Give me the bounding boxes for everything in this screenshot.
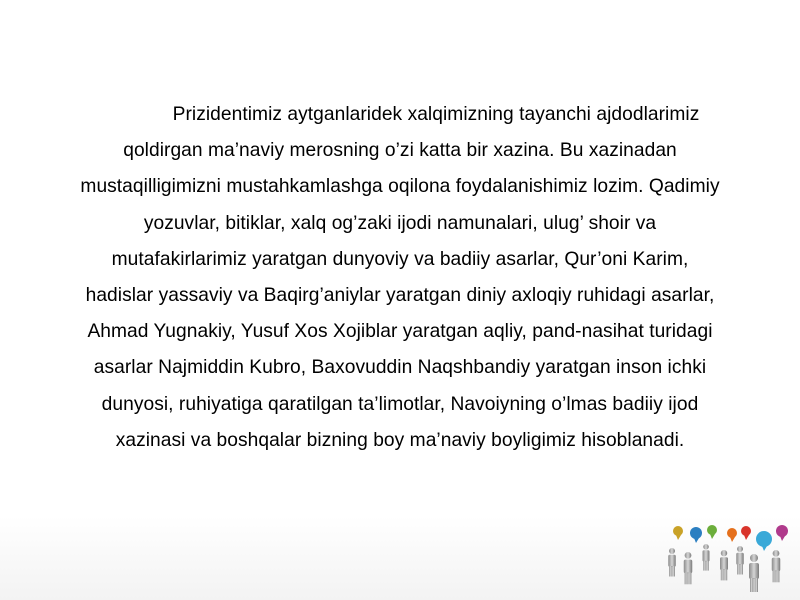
person-figure-icon bbox=[703, 544, 710, 571]
speech-bubble-icon bbox=[741, 526, 751, 536]
speech-bubble-icon bbox=[776, 525, 788, 537]
text-line: mustaqilligimizni mustahkamlashga oqilona foydalanishimiz lozim. Qadimiy bbox=[80, 176, 720, 198]
text-line: yozuvlar, bitiklar, xalq og’zaki ijodi namunalari, ulug’ shoir va bbox=[143, 212, 657, 234]
body-paragraph bbox=[20, 97, 780, 459]
speech-bubble-tail-icon bbox=[676, 535, 681, 540]
speech-bubble-icon bbox=[756, 531, 772, 547]
person-figure-icon bbox=[668, 548, 676, 577]
speech-bubble-icon bbox=[673, 526, 683, 536]
text-line: dunyosi, ruhiyatiga qaratilgan ta’limotlar, Navoiyning o’lmas badiiy ijod bbox=[101, 393, 699, 415]
people-talking-icon bbox=[660, 522, 794, 594]
person-figure-icon bbox=[736, 546, 744, 575]
speech-bubble-tail-icon bbox=[762, 546, 767, 551]
speech-bubble-tail-icon bbox=[694, 538, 699, 543]
person-figure-icon bbox=[720, 550, 728, 580]
text-line: xazinasi va boshqalar bizning boy ma’naviy boyligimiz hisoblanadi. bbox=[115, 429, 685, 451]
text-line: asarlar Najmiddin Kubro, Baxovuddin Naqshbandiy yaratgan inson ichki bbox=[93, 357, 707, 379]
text-line: Prizidentimiz aytganlaridek xalqimizning tayanchi ajdodlarimiz bbox=[172, 104, 700, 125]
speech-bubble-icon bbox=[727, 528, 737, 538]
text-line: qoldirgan ma’naviy merosning o’zi katta bir xazina. Bu xazinadan bbox=[123, 140, 677, 162]
speech-bubble-tail-icon bbox=[744, 535, 749, 540]
person-figure-icon bbox=[684, 552, 693, 584]
speech-bubble-icon bbox=[707, 525, 717, 535]
person-figure-icon bbox=[772, 550, 781, 582]
text-line: mutafakirlarimiz yaratgan dunyoviy va badiiy asarlar, Qur’oni Karim, bbox=[111, 248, 689, 270]
speech-bubble-tail-icon bbox=[710, 534, 715, 539]
person-figure-icon bbox=[749, 554, 759, 592]
speech-bubble-tail-icon bbox=[730, 537, 735, 542]
text-line: Ahmad Yugnakiy, Yusuf Xos Xojiblar yaratgan aqliy, pand-nasihat turidagi bbox=[87, 321, 713, 343]
text-line: hadislar yassaviy va Baqirg’aniylar yaratgan diniy axloqiy ruhidagi asarlar, bbox=[85, 285, 715, 307]
speech-bubble-icon bbox=[690, 527, 702, 539]
speech-bubble-tail-icon bbox=[780, 536, 785, 541]
